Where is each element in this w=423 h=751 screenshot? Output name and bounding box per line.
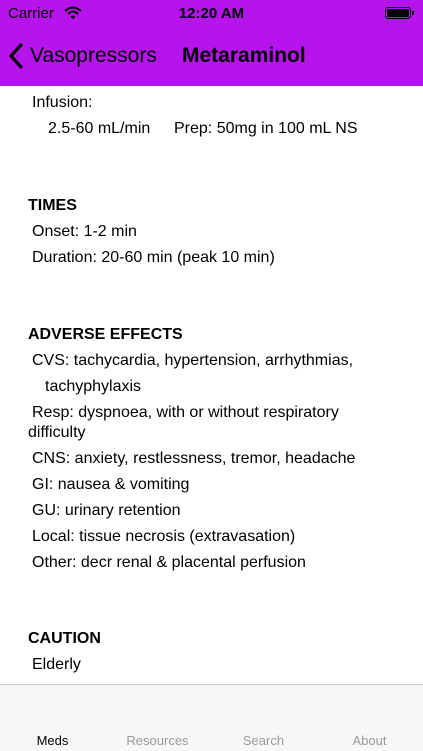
gi-text: GI: nausea & vomiting bbox=[32, 476, 190, 493]
local-text: Local: tissue necrosis (extravasation) bbox=[32, 528, 296, 545]
header bbox=[0, 0, 423, 86]
section-title-times: TIMES bbox=[28, 197, 77, 214]
back-button-label: Vasopressors bbox=[30, 44, 157, 67]
tab-resources[interactable] bbox=[105, 685, 210, 751]
tab-resources-label: Resources bbox=[126, 733, 189, 748]
resp-text: Resp: dyspnoea, with or without respiratory bbox=[32, 404, 339, 421]
tab-search[interactable] bbox=[211, 685, 316, 751]
navigation-bar bbox=[0, 28, 423, 86]
other-text: Other: decr renal & placental perfusion bbox=[32, 554, 306, 571]
infusion-prep: Prep: 50mg in 100 mL NS bbox=[174, 120, 358, 137]
cvs-text: CVS: tachycardia, hypertension, arrhythmias, bbox=[32, 352, 354, 369]
tab-meds[interactable] bbox=[0, 685, 105, 751]
resp-text-continued: difficulty bbox=[28, 424, 86, 441]
infusion-dose: 2.5-60 mL/min bbox=[48, 120, 151, 137]
tab-about[interactable] bbox=[317, 685, 422, 751]
tab-bar bbox=[0, 684, 423, 751]
section-title-caution: CAUTION bbox=[28, 630, 101, 647]
page-title: Metaraminol bbox=[182, 44, 306, 67]
tab-search-label: Search bbox=[242, 733, 285, 748]
back-button[interactable] bbox=[8, 38, 157, 74]
cvs-text-continued: tachyphylaxis bbox=[45, 378, 142, 395]
status-time: 12:20 AM bbox=[178, 5, 245, 22]
gu-text: GU: urinary retention bbox=[32, 502, 181, 519]
chevron-left-icon bbox=[8, 43, 24, 69]
tab-about-label: About bbox=[352, 733, 387, 748]
section-title-adverse-effects: ADVERSE EFFECTS bbox=[28, 326, 183, 343]
drug-detail-content[interactable] bbox=[0, 86, 423, 684]
duration-text: Duration: 20-60 min (peak 10 min) bbox=[32, 249, 275, 266]
carrier-label: Carrier bbox=[8, 5, 54, 22]
status-bar bbox=[0, 0, 423, 28]
elderly-text: Elderly bbox=[32, 656, 81, 673]
onset-text: Onset: 1-2 min bbox=[32, 223, 137, 240]
battery-icon bbox=[385, 7, 411, 19]
cns-text: CNS: anxiety, restlessness, tremor, headache bbox=[32, 450, 356, 467]
tab-meds-label: Meds bbox=[36, 733, 69, 748]
infusion-label: Infusion: bbox=[32, 94, 93, 111]
